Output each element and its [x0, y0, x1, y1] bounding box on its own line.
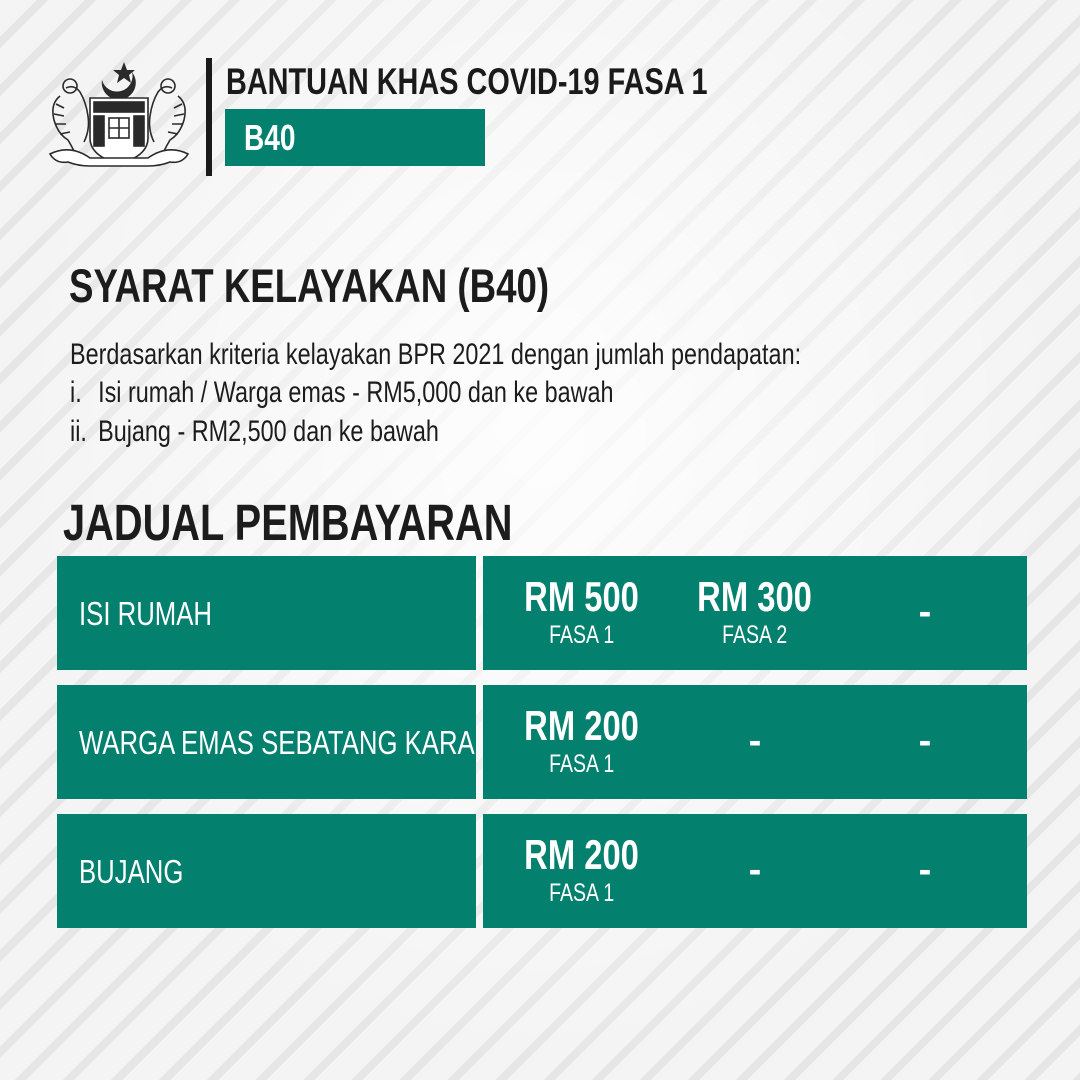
payment-dash: -	[748, 849, 762, 891]
schedule-row-label: BUJANG	[57, 814, 476, 928]
payment-dash: -	[918, 720, 932, 762]
schedule-row-values	[483, 814, 1027, 928]
header-title: BANTUAN KHAS COVID-19 FASA 1	[226, 61, 708, 102]
criteria-text: Isi rumah / Warga emas - RM5,000 dan ke bawah	[98, 376, 614, 409]
criteria-number: i.	[70, 376, 82, 409]
schedule-row-values	[483, 556, 1027, 670]
criteria-text: Bujang - RM2,500 dan ke bawah	[98, 415, 439, 448]
payment-phase: FASA 1	[549, 621, 615, 649]
payment-amount: RM 300	[697, 573, 813, 620]
criteria-item	[70, 374, 767, 412]
payment-cell	[497, 814, 667, 928]
payment-cell-empty	[840, 556, 1010, 670]
header-divider	[206, 58, 212, 176]
eligibility-intro: Berdasarkan kriteria kelayakan BPR 2021 dengan jumlah pendapatan:	[70, 338, 802, 371]
criteria-number: ii.	[70, 415, 87, 448]
payment-phase: FASA 2	[722, 621, 788, 649]
payment-dash: -	[918, 591, 932, 633]
payment-phase: FASA 1	[549, 879, 615, 907]
schedule-row-label: ISI RUMAH	[57, 556, 476, 670]
schedule-row-values	[483, 685, 1027, 799]
payment-cell	[497, 556, 667, 670]
payment-dash: -	[748, 720, 762, 762]
header-badge	[225, 109, 485, 166]
schedule-title: JADUAL PEMBAYARAN	[63, 494, 513, 551]
header-badge-label: B40	[244, 117, 296, 158]
schedule-row-label: WARGA EMAS SEBATANG KARA	[57, 685, 476, 799]
payment-amount: RM 200	[524, 831, 640, 878]
payment-amount: RM 200	[524, 702, 640, 749]
coat-of-arms-icon	[40, 58, 198, 178]
criteria-item	[70, 413, 543, 451]
payment-cell	[497, 685, 667, 799]
payment-amount: RM 500	[524, 573, 640, 620]
payment-dash: -	[918, 849, 932, 891]
payment-cell-empty	[670, 814, 840, 928]
payment-cell	[670, 556, 840, 670]
eligibility-title: SYARAT KELAYAKAN (B40)	[69, 259, 550, 312]
payment-cell-empty	[840, 685, 1010, 799]
payment-cell-empty	[670, 685, 840, 799]
payment-phase: FASA 1	[549, 750, 615, 778]
payment-cell-empty	[840, 814, 1010, 928]
